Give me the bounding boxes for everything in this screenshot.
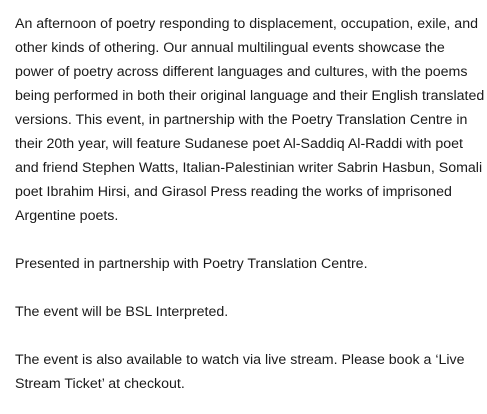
partnership-paragraph: Presented in partnership with Poetry Translation Centre. bbox=[15, 256, 368, 272]
live-stream-paragraph: The event is also available to watch via live stream. Please book a ‘Live Stream Ticket’ at checkout. bbox=[15, 352, 465, 392]
description-paragraph: An afternoon of poetry responding to displacement, occupation, exile, and other kinds of othering. Our annual multilingual events showcase the power of poetry across different languages and cultures, with the poems being performed in both their original language and their English translated versions. This event, in partnership with the Poetry Translation Centre in their 20th year, will feature Sudanese poet Al-Saddiq Al-Raddi with poet and friend Stephen Watts, Italian-Palestinian writer Sabrin Hasbun, Somali poet Ibrahim Hirsi, and Girasol Press reading the works of imprisoned Argentine poets. bbox=[15, 16, 485, 224]
bsl-paragraph: The event will be BSL Interpreted. bbox=[15, 304, 229, 320]
event-description bbox=[15, 12, 485, 396]
